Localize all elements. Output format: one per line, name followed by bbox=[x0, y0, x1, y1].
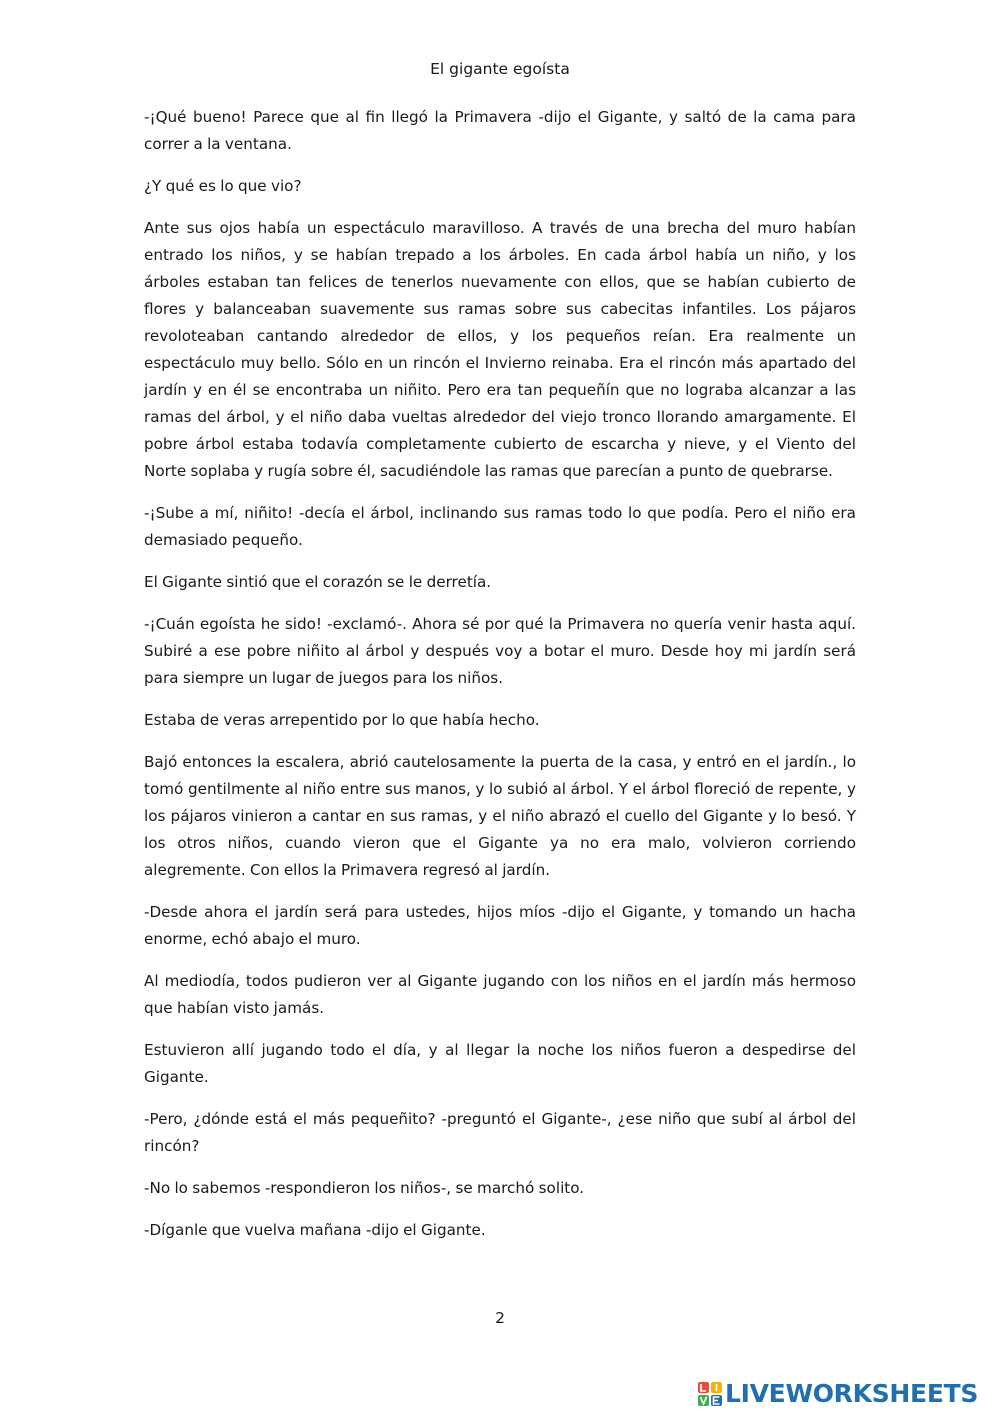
paragraph: -¡Sube a mí, niñito! -decía el árbol, inclinando sus ramas todo lo que podía. Pero el niño era demasiado pequeño. bbox=[144, 504, 856, 549]
page-number: 2 bbox=[495, 1309, 505, 1327]
paragraph: Al mediodía, todos pudieron ver al Gigante jugando con los niños en el jardín más hermoso que habían visto jamás. bbox=[144, 972, 856, 1017]
paragraph: -Desde ahora el jardín será para ustedes, hijos míos -dijo el Gigante, y tomando un hacha enorme, echó abajo el muro. bbox=[144, 903, 856, 948]
paragraph: El Gigante sintió que el corazón se le derretía. bbox=[144, 573, 492, 591]
paragraph: -¡Qué bueno! Parece que al fin llegó la Primavera -dijo el Gigante, y saltó de la cama para correr a la ventana. bbox=[144, 108, 856, 153]
story-body bbox=[144, 104, 856, 1259]
paragraph: Estaba de veras arrepentido por lo que había hecho. bbox=[144, 711, 540, 729]
paragraph: Bajó entonces la escalera, abrió cautelosamente la puerta de la casa, y entró en el jardín., lo tomó gentilmente al niño entre sus manos, y lo subió al árbol. Y el árbol floreció de repente, y los pájaros vinieron a cantar en sus ramas, y el niño abrazó el cuello del Gigante y lo besó. Y los otros niños, cuando vieron que el Gigante ya no era malo, volvieron corriendo alegremente. Con ellos la Primavera regresó al jardín. bbox=[144, 753, 856, 879]
paragraph: -¡Cuán egoísta he sido! -exclamó-. Ahora sé por qué la Primavera no quería venir hasta aquí. Subiré a ese pobre niñito al árbol y después voy a botar el muro. Desde hoy mi jardín será para siempre un lugar de juegos para los niños. bbox=[144, 615, 856, 687]
paragraph: -Pero, ¿dónde está el más pequeñito? -preguntó el Gigante-, ¿ese niño que subí al árbol del rincón? bbox=[144, 1110, 856, 1155]
paragraph: Ante sus ojos había un espectáculo maravilloso. A través de una brecha del muro habían entrado los niños, y se habían trepado a los árboles. En cada árbol había un niño, y los árboles estaban tan felices de tenerlos nuevamente con ellos, que se habían cubierto de flores y balanceaban suavemente sus ramas sobre sus cabecitas infantiles. Los pájaros revoloteaban cantando alrededor de ellos, y los pequeños reían. Era realmente un espectáculo muy bello. Sólo en un rincón el Invierno reinaba. Era el rincón más apartado del jardín y en él se encontraba un niñito. Pero era tan pequeñín que no lograba alcanzar a las ramas del árbol, y el niño daba vueltas alrededor del viejo tronco llorando amargamente. El pobre árbol estaba todavía completamente cubierto de escarcha y nieve, y el Viento del Norte soplaba y rugía sobre él, sacudiéndole las ramas que parecían a punto de quebrarse. bbox=[144, 219, 856, 480]
paragraph: ¿Y qué es lo que vio? bbox=[144, 177, 302, 195]
page-title: El gigante egoísta bbox=[430, 60, 570, 78]
liveworksheets-logo-icon bbox=[697, 1381, 723, 1407]
brand-name: LIVEWORKSHEETS bbox=[725, 1379, 979, 1408]
paragraph: -Díganle que vuelva mañana -dijo el Gigante. bbox=[144, 1221, 486, 1239]
paragraph: Estuvieron allí jugando todo el día, y al llegar la noche los niños fueron a despedirse del Gigante. bbox=[144, 1041, 856, 1086]
liveworksheets-brand[interactable] bbox=[697, 1378, 978, 1410]
paragraph: -No lo sabemos -respondieron los niños-, se marchó solito. bbox=[144, 1179, 585, 1197]
